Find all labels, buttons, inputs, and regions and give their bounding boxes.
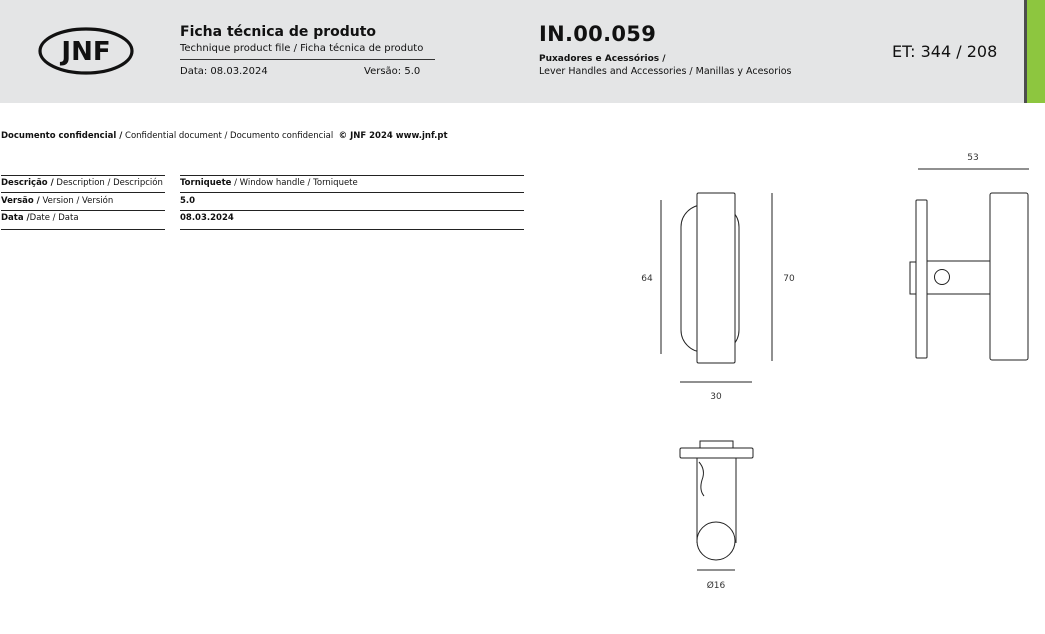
confidential-text: Confidential document / Documento confidencial bbox=[122, 131, 334, 141]
side-pin-circle bbox=[935, 270, 950, 285]
dimension-label-diameter: Ø16 bbox=[706, 581, 726, 591]
header-date: Data: 08.03.2024 bbox=[180, 66, 268, 77]
et-reference: ET: 344 / 208 bbox=[892, 42, 998, 61]
version-label: Version / Versión bbox=[39, 196, 114, 206]
description-label: Description / Descripción bbox=[53, 178, 163, 188]
version-value: 5.0 bbox=[180, 196, 196, 206]
bottom-stem-contour bbox=[699, 462, 704, 496]
version-label-bold: Versão / bbox=[1, 196, 40, 206]
svg-text:JNF: JNF bbox=[61, 37, 111, 67]
handle-body bbox=[697, 193, 735, 363]
dimension-label-64: 64 bbox=[641, 274, 653, 284]
side-spindle-stub bbox=[910, 262, 916, 294]
copyright-text: © JNF 2024 www.jnf.pt bbox=[338, 131, 448, 141]
header-version: Versão: 5.0 bbox=[364, 66, 421, 77]
description-value-bold: Torniquete bbox=[180, 178, 232, 188]
confidential-bold: Documento confidencial / bbox=[1, 131, 123, 141]
bottom-knob-circle bbox=[697, 522, 735, 560]
product-category: Puxadores e Acessórios / bbox=[539, 54, 666, 64]
date-value: 08.03.2024 bbox=[180, 213, 234, 223]
description-label-bold: Descrição / bbox=[1, 178, 54, 188]
bottom-plate bbox=[680, 448, 753, 458]
document-subtitle: Technique product file / Ficha técnica de produto bbox=[180, 43, 424, 54]
bottom-cap bbox=[700, 441, 733, 448]
product-category-translation: Lever Handles and Accessories / Manillas y Acesorios bbox=[539, 66, 792, 77]
date-label: Date / Data bbox=[29, 213, 79, 223]
document-title: Ficha técnica de produto bbox=[180, 24, 377, 40]
dimension-label-53: 53 bbox=[967, 153, 979, 163]
description-value: / Window handle / Torniquete bbox=[231, 178, 358, 188]
side-handle-profile bbox=[990, 193, 1028, 360]
date-label-bold: Data / bbox=[1, 213, 30, 223]
dimension-label-70: 70 bbox=[783, 274, 795, 284]
product-code: IN.00.059 bbox=[539, 22, 657, 46]
side-rose-plate bbox=[916, 200, 927, 358]
dimension-label-30: 30 bbox=[710, 392, 722, 402]
